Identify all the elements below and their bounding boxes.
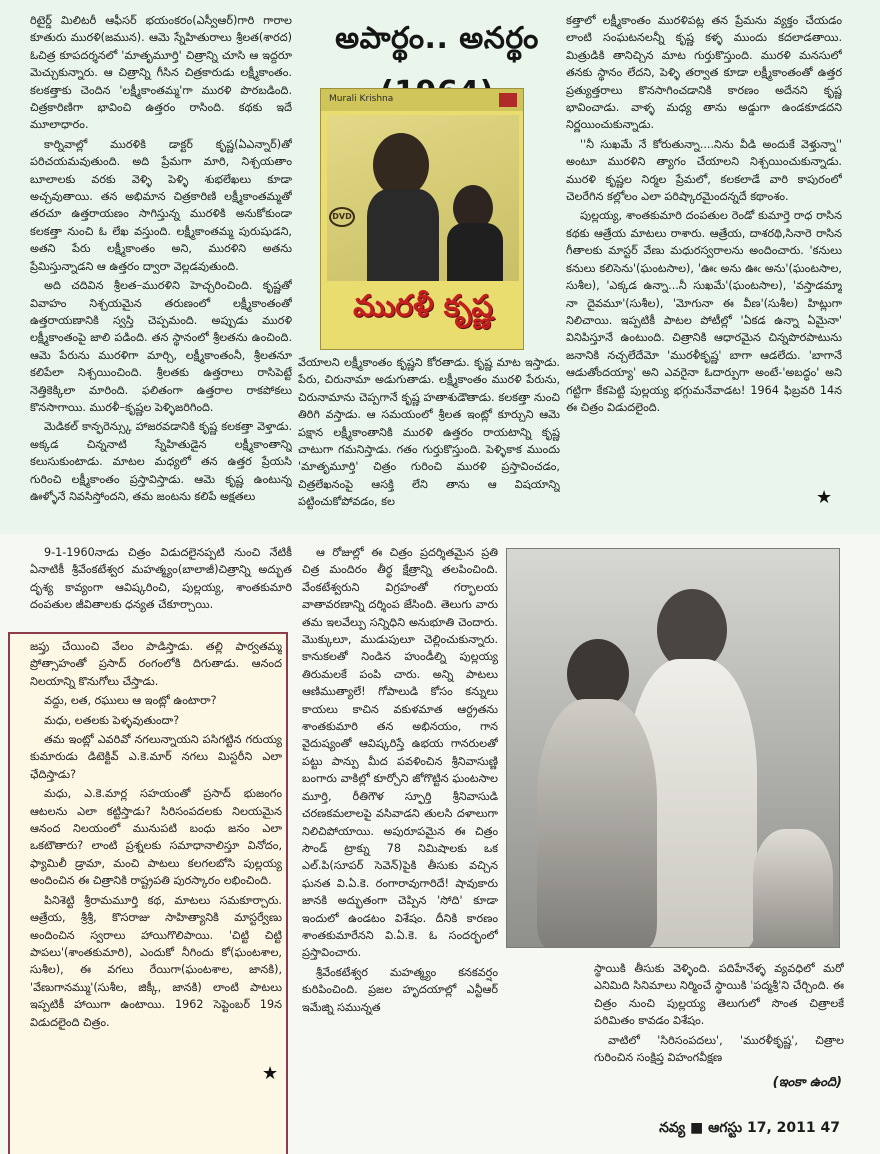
paragraph: అది చదివిన శ్రీలత–మురళిని హెచ్చరించింది. కృష్ణతో వివాహం నిశ్చయమైన తరుణంలో లక్ష్మీకాంతంతో ఉత్తరాయణానికి స్వస్తి చెప్పమంది. అప్పుడు మురళి లక్ష్మీకాంతంపై జాలి పడింది. తన స్థానంలో శ్రీలతను ఉంచింది. ఆమె పేరును మురళిగా మార్చి, లక్ష్మీకాంతంనీ, శ్రీలతనూ కలిపేలా నిశ్చయించింది. శ్రీలతకు ఉత్తరాలు రాసిపెట్టే నెత్తికెక్కిలా మారింది. ఫలితంగా ఉత్తరాల రాకపోకలు కొనసాగాయి. మురళీ–కృష్ణల పెళ్ళిజరిగింది. — [30, 279, 292, 414]
actress-body-icon — [447, 223, 503, 281]
goddess-figure-icon — [753, 829, 833, 948]
column-mid-top — [298, 354, 560, 532]
movie-poster — [320, 88, 524, 350]
page-number: 47 — [820, 1120, 840, 1136]
paragraph: జప్తు చేయించి వేలం పాడిస్తాడు. తల్లి పార్వతమ్మ ప్రోత్సాహంతో ప్రసాద్ రంగంలోకి దిగుతాడు. ఆనంద నిలయాన్ని కొనుగోలు చేస్తాడు. — [30, 640, 282, 688]
paragraph: మెడికల్ కాన్ఫరెన్స్కు హాజరవడానికి కృష్ణ కలకత్తా వెళ్తాడు. అక్కడ చిన్ననాటి స్నేహితుడైన లక్ష్మీకాంతాన్ని కలుసుకుంటాడు. మాటల మధ్యలో తన ఉత్తర ప్రేయసి గురించి లక్ష్మీకాంతం ప్రస్తావిస్తాడు. ఆమె కృష్ణ ఉంటున్న ఊళ్ళోనే నివసిస్తోందని, తమ జంటను కలిపే అక్షతలు — [30, 420, 292, 503]
actor-face-icon — [373, 133, 429, 197]
publication-name: నవ్య — [659, 1120, 686, 1136]
boxed-text — [30, 638, 282, 1118]
issue-date: ఆగస్టు 17, 2011 — [708, 1120, 816, 1136]
paragraph: స్థాయికి తీసుకు వెళ్ళింది. పదిహేనేళ్ళ వ్యవధిలో మరో ఎనిమిది సినిమాలు నిర్మించే స్థాయికి 'పద్మశ్రీ'ని చేర్చింది. ఈ చిత్రం నుంచి పుల్లయ్య తెలుగులో సొంత చిత్రాలకే పరిమితం కావడం విశేషం. — [594, 962, 844, 1028]
separator-icon: ■ — [690, 1120, 704, 1136]
paragraph: తమ ఇంట్లో ఎవరివో నగలున్నాయని పసిగట్టిన గరుయ్య కుమారుడు డిటెక్టివ్ ఎ.కె.మార్ నగలు మిస్టరీని ఎలా ఛేదిస్తాడు? — [30, 733, 282, 781]
continued-label: (ఇంకా ఉంది) — [772, 1075, 842, 1090]
paragraph: వద్దు, లత, రఘులు ఆ ఇంట్లో ఉంటారా? — [44, 694, 217, 708]
paragraph: పినిశెట్టి శ్రీరామమూర్తి కథ, మాటలు సమకూర్చారు. ఆత్రేయ, శ్రీశ్రీ, కొసరాజు సాహిత్యానికి మాస్టర్వేణు అందించిన స్వరాలు హాయిగొలిపాయి. 'చిట్టి చిట్టి పాపలు'(శాంతకుమారి), ఎందుకో నీగిందు కో(ఘంటశాల, సుశీల), ఈ వగలు రేయిగా(ఘంటశాల, జానకి), 'వేణుగానమ్ము'(సుశీల, జిక్కీ, జానకి) లాంటి పాటలు ఇప్పటికీ హాయిగా ఉంటాయి. 1962 సెప్టెంబర్ 19న విడుదలైంది చిత్రం. — [30, 893, 282, 1029]
poster-header: Murali Krishna — [321, 89, 524, 111]
end-star-icon: ★ — [816, 487, 833, 508]
column-right-bottom — [594, 960, 844, 1072]
paragraph: పుల్లయ్య, శాంతకుమారి దంపతుల రెండో కుమార్తె రాధ రాసిన కథకు ఆత్రేయ మాటలు రాశారు. ఆత్రేయ, దాశరథి,సినారె రాసిన గీతాలకు మాస్టర్ వేణు మధురస్వరాలను అందించారు. 'కనులు కనులు కలిసెను'(ఘంటసాల), 'ఊఁ అను ఊఁ అను'(ఘంటసాల, సుశీల), 'ఎక్కడ ఉన్నా...నీ సుఖమే'(ఘంటసాల), 'వస్తాడమ్మా నా దైవమూ'(సుశీల), 'మోగునా ఈ వీణ'(సుశీల) హిట్లుగా నిలిచాయి. ఇప్పటికీ పాటల పోటీల్లో 'ఏకడ ఉన్నా ఏమైనా' వినిపిస్తూనే ఉంటుంది. చిత్రానికి ఆధారమైన చిన్నపొరపాటును జనానికి నచ్చలేదేమో 'మురళీకృష్ణ' బాగా ఆడలేదు. 'బాగానే ఆడుతోందయ్యా' అని ఎవరైనా ఓదార్పుగా అంటే-'అబద్ధం' అని గట్టిగా కేకపెట్టి పుల్లయ్య భగ్గుమనేవాడట! 1964 ఫిబ్రవరి 14న ఈ చిత్రం విడుదలైంది. — [566, 209, 842, 414]
paragraph: ''నీ సుఖమే నే కోరుతున్నా....నిను వీడి అందుకే వెళ్తున్నా'' అంటూ మురళిని త్యాగం చేయాలని నిశ్చయించుకున్నాడు. మురళి కృష్ణల నిర్మల ప్రేమలో, కలకలాడే వారి కాపురంలో చెలరేగిన కల్లోలం ఎలా పరిష్కారమైందన్నదే కథాంశం. — [566, 137, 842, 204]
paragraph: మధు, ఎ.కె.మార్ల సహయంతో ప్రసాద్ భుజంగం ఆటలను ఎలా కట్టిస్తాడు? సిరిసంపదలకు నిలయమైన ఆనంద నిలయంలో మునుపటి బంధు జనం ఎలా ఒకటౌతారు? లాంటి ప్రశ్నలకు సమాధానాలిస్తూ వినోదం, ఫ్యామిలీ డ్రామా, మంచి పాటలు కలగలబోసి పుల్లయ్య అందించిన ఈ చిత్రానికి రాష్ట్రపతి పురస్కారం లభించింది. — [30, 787, 282, 888]
paragraph: ఆ రోజుల్లో ఈ చిత్రం ప్రదర్శితమైన ప్రతి చిత్ర మందిరం తీర్థ క్షేత్రాన్ని తలపించింది. వేంకటేశ్వరుని విగ్రహంతో గర్భాలయ వాతావరణాన్ని దర్శింప జేసింది. తెలుగు వారు తమ ఇలవేల్పు సన్నిధిని అనుభూతి చెందారు. మొక్కులూ, ముడుపులూ చెల్లించుకున్నారు. కానుకలతో నిండిన హుండీల్ని పుల్లయ్య తిరుమలకే పంపి చారు. అన్ని పాటలు ఆణిముత్యాలే! గోపాలుడి కోసం కన్నులు కాయలు కాచిన వకుళమాత ఆర్ద్రతను శాంతకుమారి తన అభినయం, గాన వైదుష్యంతో ఆవిష్కరిస్తే ఉభయ గానరులతో పట్టు పాన్పు మీద పవళించిన శ్రీనివాసుణ్ణి బంగారు వాకిల్లో కూర్చోని జోగొట్టిన ఘంటసాల మూర్తి, రీతిగౌళ స్ఫూర్తి శ్రీనివాసుడి చరణకమలాలపై వసివాడని తులసి దళాలుగా నిలిచిపోయాయి. అపురూపమైన ఈ చిత్రం సౌండ్ ట్రాక్ను 78 నిమిషాలకు ఒక ఎల్.పి(సూపర్ సెవెన్)పైకి తీసుకు వచ్చిన ఘనత వి.ఏ.కె. రంగారావుగారిదే! షావుకారు జానకి అద్భుతంగా చెప్పిన 'సోది' కూడా ఇందులో ఉండటం విశేషం. దీనికి కారణం శాంతకుమారేనని వి.ఏ.కె. ఓ సందర్భంలో ప్రస్తావించారు. — [302, 546, 498, 960]
paragraph: వేయాలని లక్ష్మీకాంతం కృష్ణని కోరతాడు. కృష్ణ మాట ఇస్తాడు. పేరు, చిరునామా అడుగుతాడు. లక్ష్మీకాంతం మురళి పేరును, చిరునామాను చెప్పగానే కృష్ణ హతాశుడౌతాడు. కలకత్తా నుంచి తిరిగి వస్తాడు. ఆ సమయంలో శ్రీలత ఇంట్లో కూర్చుని ఆమె పక్షాన లక్ష్మీకాంతానికి మురళి ఉత్తరం రాయటాన్ని కృష్ణ చాటుగా గమనిస్తాడు. గతం గుర్తుకొస్తుంది. పెళ్ళికాక ముందు 'మాతృమూర్తి' చిత్రం గురించి మురళి ప్రస్తావించడం, చిత్రలేఖనంపై ఆసక్తి లేని తాను ఆ విషయాన్ని పట్టించుకోపోవడం, కల — [298, 356, 560, 509]
column-left-top — [30, 12, 292, 532]
boxed-section — [8, 632, 288, 1154]
poster-logo: మురళీ కృష్ణ — [353, 289, 493, 324]
article-title: అపార్థం.. అనర్థం — [335, 21, 539, 56]
paragraph: 9-1-1960నాడు చిత్రం విడుదలైనప్పటి నుంచి నేటికీ ఏనాటికీ శ్రీవేంకటేశ్వర మహత్మ్యం(బాలాజీ)చిత్రాన్ని అద్భుత దృశ్య కావ్యంగా ఆవిష్కరించి, పుల్లయ్య, శాంతకుమారి దంపతుల జీవితాలకు ధన్యత చేకూర్చాయి. — [30, 546, 292, 612]
film-still-photo — [506, 548, 840, 948]
column-right-top — [566, 12, 842, 492]
page-footer — [600, 1120, 840, 1142]
paragraph: శ్రీవేంకటేశ్వర మహత్మ్యం కనకవర్షం కురిపించింది. ప్రజల హృదయాల్లో ఎన్టీఆర్ ఇమేజ్ని సమున్నత — [302, 965, 498, 1014]
poster-photo — [327, 115, 519, 281]
paragraph: మధు, లతలకు పెళ్ళవుతుందా? — [44, 713, 180, 727]
column-mid-bottom — [302, 544, 498, 1092]
paragraph: కత్తాలో లక్ష్మీకాంతం మురళిపట్ల తన ప్రేమను వ్యక్తం చేయడం లాంటి సంఘటనలన్నీ కృష్ణ కళ్ళ ముందు కదలాడతాయి. మిత్రుడికి తానిచ్చిన మాట గుర్తుకొస్తుంది. మురళి మనసులో తనకు స్థానం లేదని, పెళ్ళి తర్వాత కూడా లక్ష్మీకాంతంతో ఉత్తర ప్రత్యుత్తరాలు కొనసాగించడానికి కారణం అదేనని కృష్ణ భావించాడు. వాళ్ళ మధ్య తాను అడ్డుగా ఉండకూడదని నిర్ణయించుకున్నాడు. — [566, 14, 842, 132]
paragraph: కార్నివాల్లో మురళికి డాక్టర్ కృష్ణ(ఏఎన్నార్)తో పరిచయమవుతుంది. అది ప్రేమగా మారి, నిశ్చయతాం బూలాలకు వరకు వెళ్ళి పెళ్ళి శుభలేఖలు కూడా అచ్చవుతాయి. తన అభిమాన చిత్రకారిణి లక్ష్మీకాంతమ్మతో తరచూ ఉత్తరాయణం సాగిస్తున్న మురళికి అనుకోకుండా కలకత్తా నుంచి ఓ లేఖ వస్తుంది. లక్ష్మీకాంతమ్మ పురుషుడని, అతని పేరు లక్ష్మీకాంతం అని, మురళిని అతను ప్రేమిస్తున్నాడని ఆ ఉత్తరం ద్వారా వెల్లడవుతుంది. — [30, 137, 292, 273]
actress-figure-icon — [537, 699, 657, 948]
paragraph: రిటైర్డ్ మిలిటరీ ఆఫీసర్ భయంకరం(ఎస్వీఆర్)గారి గారాల కూతురు మురళి(జమున). ఆమె స్నేహితురాలు శ్రీలత(శారద) ఓచిత్ర కూపదర్శనలో 'మాతృమూర్తి' చిత్రాన్ని చూసి ఆ ఇద్దరూ మెచ్చుకున్నారు. ఆ చిత్రాన్ని గీసిన చిత్రకారుడు లక్ష్మీకాంతం. కలకత్తాకు చెందిన 'లక్ష్మీకాంతమ్మ'గా మురళి పొరబడింది. చిత్రకారిణిగా భావించి ఉత్తరం రాసింది. కథకు ఇదే మూలాధారం. — [30, 14, 292, 132]
dvd-badge: DVD — [329, 207, 355, 227]
poster-credits — [331, 331, 515, 345]
end-star-icon: ★ — [262, 1063, 279, 1084]
actor-body-icon — [367, 189, 439, 281]
column-left-bottom-intro — [30, 544, 292, 628]
paragraph: వాటిలో 'సిరిసంపదలు', 'మురళీకృష్ణ', చిత్రాల గురించిన సంక్షిప్త విహంగవీక్షణ — [594, 1033, 844, 1065]
brand-logo-icon — [499, 93, 517, 107]
